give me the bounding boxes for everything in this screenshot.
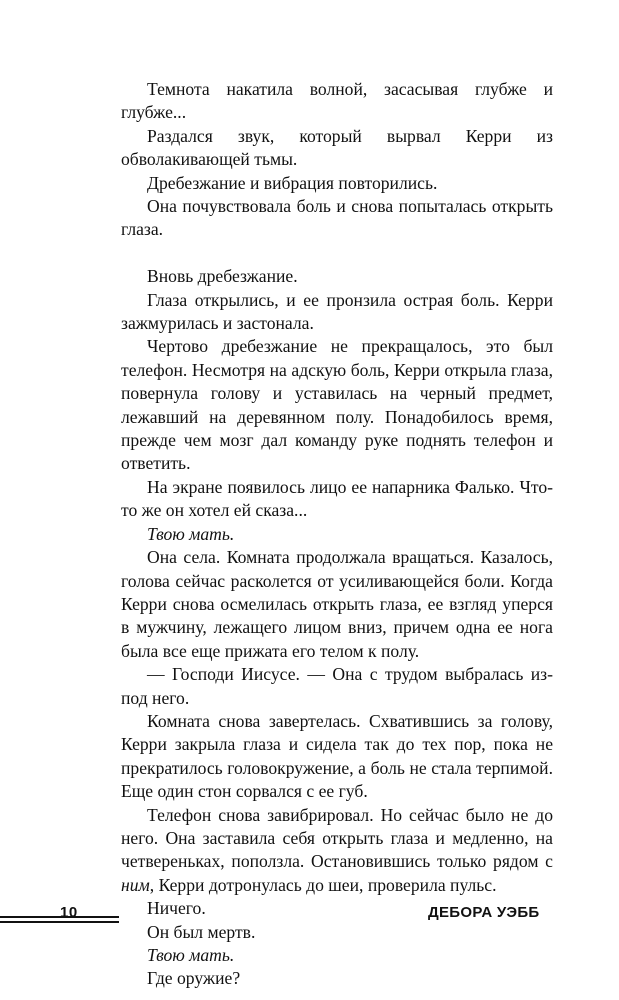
paragraph-text: Вновь дребезжание. [147,266,298,287]
footer-rule-bottom [0,921,119,923]
paragraph [121,967,553,990]
paragraph [121,78,553,125]
paragraph-text: Чертово дребезжание не прекращалось, это был телефон. Несмотря на адскую боль, Керри открыла глаза, повернула голову и уставилась на черный предмет, лежавший на деревянном полу. Понадобилось время, прежде чем мозг дал команду руке поднять телефон и ответить. [121,336,553,474]
paragraph [121,523,553,546]
paragraph-text: На экране появилось лицо ее напарника Фалько. Что-то же он хотел ей сказа... [121,476,553,521]
paragraph-text: Глаза открылись, и ее пронзила острая боль. Керри зажмурилась и застонала. [121,289,553,334]
italic-text: ним [121,874,150,895]
paragraph [121,804,553,898]
paragraph [121,546,553,663]
paragraph-text: Где оружие? [147,968,241,989]
paragraph-text: Она почувствовала боль и снова попыталась открыть глаза. [121,196,553,240]
paragraph-text: Дребезжание и вибрация повторились. [147,172,438,193]
running-head-author: ДЕБОРА УЭББ [428,904,540,921]
paragraph-text: Она села. Комната продолжала вращаться. Казалось, голова сейчас расколется от усиливающейся боли. Когда Керри снова осмелилась открыть глаза, ее взгляд уперся в мужчину, лежащего лицом вниз, причем одна ее нога была все еще прижата его телом к полу. [121,547,553,661]
paragraph-text: Раздался звук, который вырвал Керри из обволакивающей тьмы. [121,125,553,170]
paragraph-text: Темнота накатила волной, засасывая глубже и глубже... [121,79,553,123]
body-text [121,78,553,991]
paragraph [121,289,553,336]
paragraph [121,710,553,804]
paragraph-text: — Господи Иисусе. — Она с трудом выбралась из-под него. [121,664,553,708]
paragraph-text: Комната снова завертелась. Схватившись за голову, Керри закрыла глаза и сидела так до тех пор, пока не прекратилось головокружение, а боль не стала терпимой. Еще один стон сорвался с ее губ. [121,710,553,802]
paragraph [121,663,553,710]
paragraph [121,944,553,967]
paragraph-text: Ничего. [147,898,206,919]
paragraph [121,265,553,288]
paragraph [121,476,553,523]
paragraph [121,172,553,195]
page-footer [0,906,619,926]
paragraph [121,125,553,172]
italic-text: Твою мать. [147,945,235,966]
paragraph [121,195,553,242]
paragraph-text: Телефон снова завибрировал. Но сейчас было не до него. Она заставила себя открыть глаза и медленно, на четвереньках, поползла. Остановившись только рядом с [121,804,553,872]
paragraph-spacer [121,242,553,265]
page-number: 10 [60,904,78,921]
paragraph-text: , Керри дотронулась до шеи, проверила пульс. [149,874,497,895]
paragraph [121,335,553,475]
paragraph-text: Он был мертв. [147,921,256,942]
italic-text: Твою мать. [147,523,235,544]
